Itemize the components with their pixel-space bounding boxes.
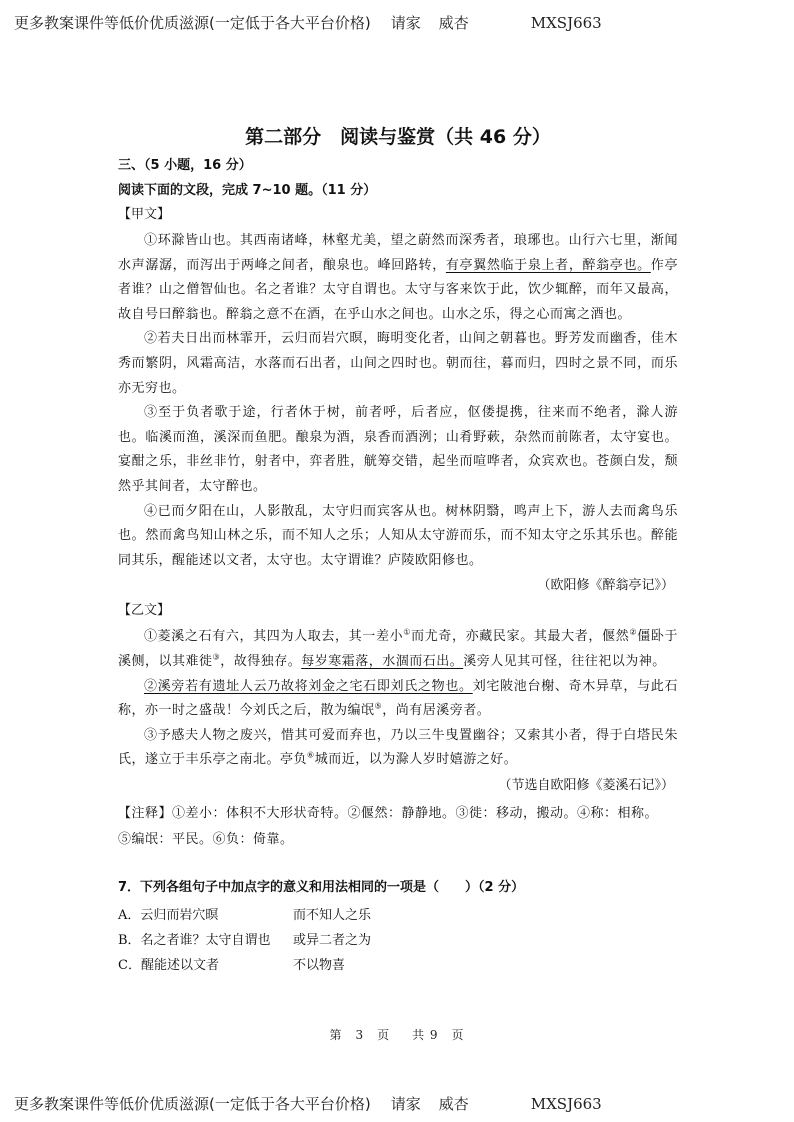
exam-page-content — [118, 122, 678, 978]
yi-source: （节选自欧阳修《菱溪石记》） — [498, 777, 674, 793]
option-right: 或异二者之为 — [293, 932, 372, 948]
option-a — [118, 903, 678, 928]
underlined-sentence: ②溪旁若有遗址人云乃故将刘金之宅石即刘氏之物也。 — [144, 678, 473, 694]
option-b — [118, 928, 678, 953]
yi-paragraph-3 — [118, 724, 678, 773]
notes-line-2: ⑤编氓：平民。⑥负：倚靠。 — [118, 831, 294, 847]
footnote-marker: ① — [403, 627, 412, 637]
yi-paragraph-2 — [118, 675, 678, 724]
jia-label: 【甲文】 — [118, 207, 171, 222]
option-left: C．醒能述以文者 — [118, 957, 219, 973]
option-right: 而不知人之乐 — [293, 907, 372, 923]
jia-paragraph-1 — [118, 229, 678, 327]
page-total: 共 9 页 — [412, 1028, 465, 1042]
banner-contact: 威杏 — [438, 14, 469, 32]
jia-paragraph-3: ③至于负者歌于途，行者休于树，前者呼，后者应，伛偻提携，往来而不绝者，滁人游也。临溪而渔，溪深而鱼肥。酿泉为酒，泉香而酒洌；山肴野蔌，杂然而前陈者，太守宴也。宴酣之乐，非丝非竹，射者中，弈者胜，觥筹交错，起坐而喧哗者，众宾欢也。苍颜白发，颓然乎其间者，太守醉也。 — [118, 405, 678, 494]
text-run: ③予感夫人物之废兴，惜其可爱而弃也，乃以三牛曳置幽谷；又索其小者，得于白塔民朱氏，遂立于丰乐亭之南北。亭负 — [118, 727, 678, 768]
banner-code: MXSJ663 — [530, 1095, 602, 1113]
text-run: ，尚有居溪旁者。 — [382, 703, 491, 719]
banner-code: MXSJ663 — [530, 14, 602, 32]
option-c — [118, 953, 678, 978]
part-title: 第二部分 阅读与鉴赏（共 46 分） — [245, 126, 551, 148]
option-right: 不以物喜 — [293, 957, 346, 973]
text-run: ①环滁皆山也。其西南诸峰，林壑尤美，望之蔚然而深秀者，琅琊也。山行六七里，渐闻水声潺潺，而泻出于两峰之间者，酿泉也。峰回路转， — [118, 233, 678, 273]
underlined-sentence: 每岁寒霜落，水涸而石出。 — [301, 653, 464, 669]
banner-text: 更多教案课件等低价优质滋源(一定低于各大平台价格) — [14, 14, 371, 32]
banner-text: 更多教案课件等低价优质滋源(一定低于各大平台价格) — [14, 1095, 371, 1113]
notes-line-1: 【注释】①差小：体积不大形状奇特。②偃然：静静地。③徙：移动，搬动。④称：相称。 — [118, 805, 659, 821]
text-run: 溪旁人见其可怪，往往祀以为神。 — [463, 653, 666, 669]
text-run: 而尤奇，亦藏民家。其最大者，偃然 — [411, 629, 630, 645]
banner-please: 请家 — [390, 14, 421, 32]
text-run: 刘宅陂池台榭、奇木异草，与此石称，亦一时之盛哉！今刘氏之后，散为编氓 — [118, 678, 678, 719]
footnote-marker: ⑤ — [374, 701, 383, 711]
bottom-promo-banner — [14, 1093, 602, 1114]
text-run: 僵卧于溪侧，以其难徙 — [118, 629, 678, 669]
reading-instruction: 阅读下面的文段，完成 7~10 题。（11 分） — [118, 183, 377, 198]
page-footer — [0, 1026, 794, 1043]
page-number: 第 3 页 — [329, 1028, 391, 1042]
option-left: A．云归而岩穴暝 — [118, 907, 219, 923]
top-promo-banner — [14, 12, 602, 33]
question-7-heading: 7．下列各组句子中加点字的意义和用法相同的一项是（ ）（2 分） — [118, 879, 525, 895]
option-left: B．名之者谁？太守自谓也 — [118, 932, 271, 948]
yi-label: 【乙文】 — [118, 603, 171, 619]
text-run: 城而近，以为滁人岁时嬉游之好。 — [314, 752, 518, 768]
text-run: ，故得独存。 — [220, 653, 302, 669]
section-heading: 三、（5 小题，16 分） — [118, 158, 252, 173]
jia-source: （欧阳修《醉翁亭记》） — [537, 578, 674, 594]
jia-paragraph-2: ②若夫日出而林霏开，云归而岩穴暝，晦明变化者，山间之朝暮也。野芳发而幽香，佳木秀而繁阴，风霜高洁，水落而石出者，山间之四时也。朝而往，暮而归，四时之景不同，而乐亦无穷也。 — [118, 331, 678, 396]
footnote-marker: ② — [629, 627, 638, 637]
footnote-marker: ⑥ — [307, 750, 315, 760]
underlined-sentence: 有亭翼然临于泉上者，醉翁亭也。 — [445, 257, 651, 273]
footnote-marker: ③ — [212, 652, 221, 662]
text-run: 作亭者谁？山之僧智仙也。名之者谁？太守自谓也。太守与客来饮于此，饮少辄醉，而年又最高，故自号曰醉翁也。醉翁之意不在酒，在乎山水之间也。山水之乐，得之心而寓之酒也。 — [118, 257, 678, 322]
banner-contact: 威杏 — [438, 1095, 469, 1113]
banner-please: 请家 — [390, 1095, 421, 1113]
yi-paragraph-1 — [118, 625, 678, 674]
text-run: ①菱溪之石有六，其四为人取去，其一差小 — [144, 629, 404, 645]
jia-paragraph-4: ④已而夕阳在山，人影散乱，太守归而宾客从也。树林阴翳，鸣声上下，游人去而禽鸟乐也。然而禽鸟知山林之乐，而不知人之乐；人知从太守游而乐，而不知太守之乐其乐也。醉能同其乐，醒能述以文者，太守也。太守谓谁？庐陵欧阳修也。 — [118, 503, 678, 568]
